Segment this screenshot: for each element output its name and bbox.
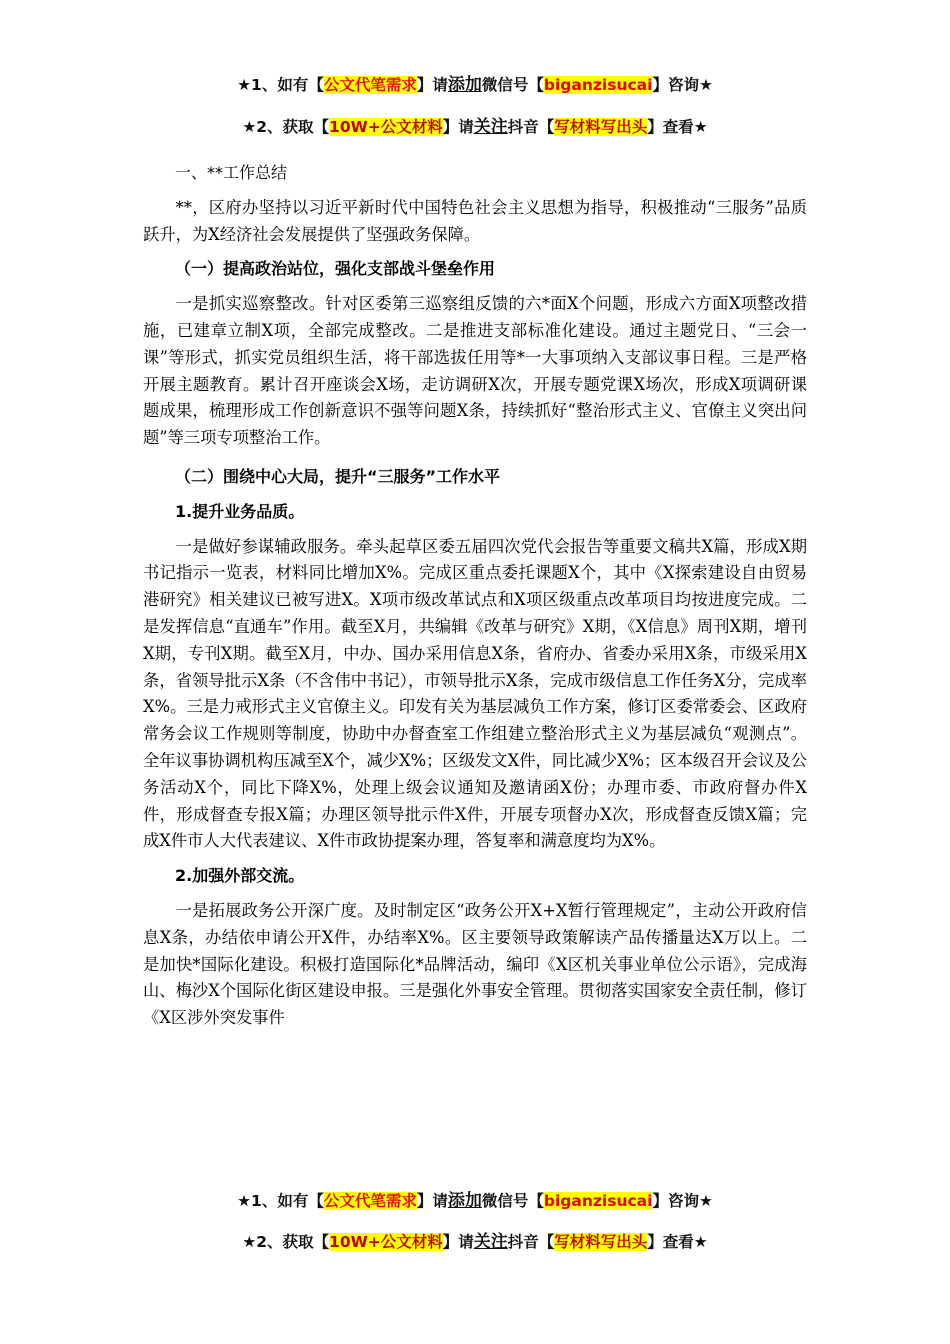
banner-line-2-top: ★2、获取【10W+公文材料】请关注抖音【写材料写出头】查看★ xyxy=(242,117,708,137)
highlight-materials: 10W+公文材料 xyxy=(329,118,443,136)
paragraph-subsection-2-1: 一是做好参谋辅政服务。牵头起草区委五届四次党代会报告等重要文稿共X篇，形成X期书记指示一览表，材料同比增加X%。完成区重点委托课题X个，其中《X探索建设自由贸易港研究》相关建议已被写进X。X项市级改革试点和X项区级重点改革项目均按进度完成。二是发挥信息“直通车”作用。截至X月，共编辑《改革与研究》X期，《X信息》周刊X期，增刊X期，专刊X期。截至X月，中办、国办采用信息X条，省府办、省委办采用X条，市级采用X条，省领导批示X条（不含伟中书记），市领导批示X条，完成市级信息工作任务X分，完成率X%。三是力戒形式主义官僚主义。印发有关为基层减负工作方案，修订区委常委会、区政府常务会议工作规则等制度，协助中办督查室工作组建立整治形式主义为基层减负“观测点”。全年议事协调机构压减至X个，减少X%；区级发文X件，同比减少X%；区本级召开会议及公务活动X个，同比下降X%，处理上级会议通知及邀请函X份；办理市委、市政府督办件X件，形成督查专报X篇；办理区领导批示件X件，开展专项督办X次，形成督查反馈X篇；完成X件市人大代表建议、X件市政协提案办理，答复率和满意度均为X%。 xyxy=(143,536,807,851)
star-icon: ★ xyxy=(237,76,252,94)
star-icon: ★ xyxy=(237,1192,252,1210)
paragraph-subsection-2-2: 一是拓展政务公开深广度。及时制定区“政务公开X+X暂行管理规定”，主动公开政府信息X条，办结依申请公开X件，办结率X%。区主要领导政策解读产品传播量达X万以上。二是加快*国际化建设。积极打造国际化*品牌活动，编印《X区机关事业单位公示语》，完成海山、梅沙X个国际化街区建设申报。三是强化外事安全管理。贯彻落实国家安全责任制，修订《X区涉外突发事件 xyxy=(143,900,807,1028)
heading-section-1: （一）提高政治站位，强化支部战斗堡垒作用 xyxy=(175,259,496,279)
heading-subsection-2-1: 1.提升业务品质。 xyxy=(175,501,305,521)
highlight-wechat-id: biganzisucai xyxy=(543,1192,653,1210)
highlight-douyin: 写材料写出头 xyxy=(554,1233,648,1251)
heading-work-summary: 一、**工作总结 xyxy=(175,163,288,182)
underlined-add: 添加 xyxy=(447,75,482,95)
heading-section-2: （二）围绕中心大局，提升“三服务”工作水平 xyxy=(175,466,501,486)
banner-line-1-top: ★1、如有【公文代笔需求】请添加微信号【biganzisucai】咨询★ xyxy=(237,75,713,95)
paragraph-intro: **，区府办坚持以习近平新时代中国特色社会主义思想为指导，积极推动“三服务”品质跃升，为X经济社会发展提供了坚强政务保障。 xyxy=(143,197,807,244)
highlight-materials: 10W+公文材料 xyxy=(329,1233,443,1251)
underlined-follow: 关注 xyxy=(473,1232,508,1252)
heading-subsection-2-2: 2.加强外部交流。 xyxy=(175,866,305,886)
highlight-ghostwriting: 公文代笔需求 xyxy=(323,76,417,94)
star-icon: ★ xyxy=(242,1233,257,1251)
highlight-ghostwriting: 公文代笔需求 xyxy=(323,1192,417,1210)
paragraph-section-1: 一是抓实巡察整改。针对区委第三巡察组反馈的六*面X个问题，形成六方面X项整改措施，已建章立制X项，全部完成整改。二是推进支部标准化建设。通过主题党日、“三会一课”等形式，抓实党员组织生活，将干部选拔任用等*一大事项纳入支部议事日程。三是严格开展主题教育。累计召开座谈会X场，走访调研X次，开展专题党课X场次，形成X项调研课题成果，梳理形成工作创新意识不强等问题X条，持续抓好“整治形式主义、官僚主义突出问题”等三项专项整治工作。 xyxy=(143,294,807,448)
underlined-follow: 关注 xyxy=(473,117,508,137)
highlight-wechat-id: biganzisucai xyxy=(543,76,653,94)
highlight-douyin: 写材料写出头 xyxy=(554,118,648,136)
document-body xyxy=(143,160,807,1032)
banner-line-2-bottom: ★2、获取【10W+公文材料】请关注抖音【写材料写出头】查看★ xyxy=(242,1232,708,1252)
star-icon: ★ xyxy=(242,118,257,136)
banner-line-1-bottom: ★1、如有【公文代笔需求】请添加微信号【biganzisucai】咨询★ xyxy=(237,1191,713,1211)
underlined-add: 添加 xyxy=(447,1191,482,1211)
